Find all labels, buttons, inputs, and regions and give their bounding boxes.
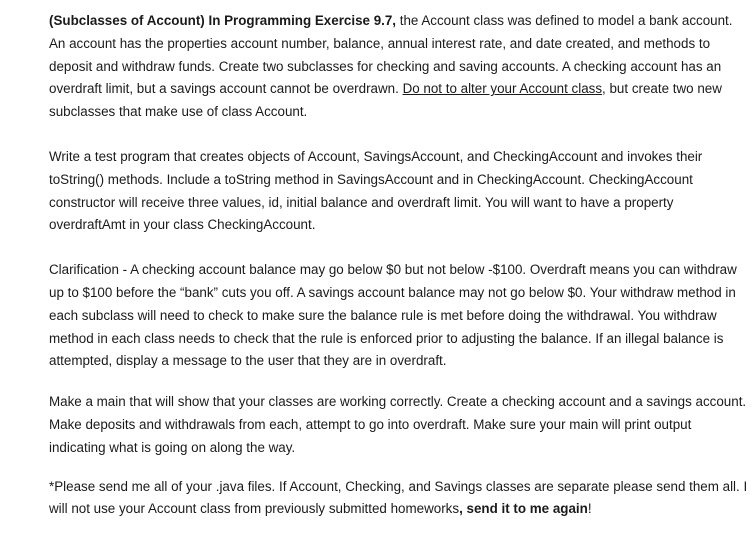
submission-note-text: *Please send me all of your .java files. If Account, Checking, and Savings classes are separate please send them all. I will not use your Account class from previously submitted homeworks: [49, 478, 748, 517]
test-program-text: Write a test program that creates objects of Account, SavingsAccount, and CheckingAccount and invokes their toString() methods. Include a toString method in SavingsAccount and in CheckingAccount. CheckingAccount constructor will receive three values, id, initial balance and overdraft limit. You will want to have a property overdraftAmt in your class CheckingAccount.: [49, 148, 703, 233]
exercise-text: the Account class was defined to model a bank account. An account has the properties account number, balance, annual interest rate, and date created, and methods to deposit and withdraw funds. Create two subclasses for checking and saving accounts. A checking account has an overdraft limit, but a savings account cannot be overdrawn.: [49, 13, 733, 97]
exercise-text-tail: , but create two new subclasses that make use of class Account.: [49, 81, 722, 120]
do-not-alter-note: Do not to alter your Account class: [402, 81, 603, 97]
send-again-emphasis: , send it to me again: [459, 501, 588, 517]
document-body: [49, 10, 749, 521]
paragraph-main-instructions: [49, 391, 749, 459]
submission-note-end: !: [587, 501, 592, 517]
paragraph-clarification: [49, 259, 749, 373]
paragraph-submission-note: [49, 476, 749, 522]
paragraph-exercise-description: [49, 10, 749, 124]
main-instructions-text: Make a main that will show that your classes are working correctly. Create a checking account and a savings account. Make deposits and withdrawals from each, attempt to go into overdraft. Make sure your main will print output indicating what is going on along the way.: [49, 394, 747, 455]
exercise-title: (Subclasses of Account) In Programming Exercise 9.7,: [49, 13, 397, 28]
clarification-text: Clarification - A checking account balance may go below $0 but not below -$100. Overdraft means you can withdraw up to $100 before the “bank” cuts you off. A savings account balance may not go below $0. Your withdraw method in each subclass will need to check to make sure the balance rule is met before doing the withdrawal. You withdraw method in each class needs to check that the rule is enforced prior to adjusting the balance. If an illegal balance is attempted, display a message to the user that they are in overdraft.: [49, 262, 737, 369]
paragraph-test-program: [49, 146, 749, 237]
